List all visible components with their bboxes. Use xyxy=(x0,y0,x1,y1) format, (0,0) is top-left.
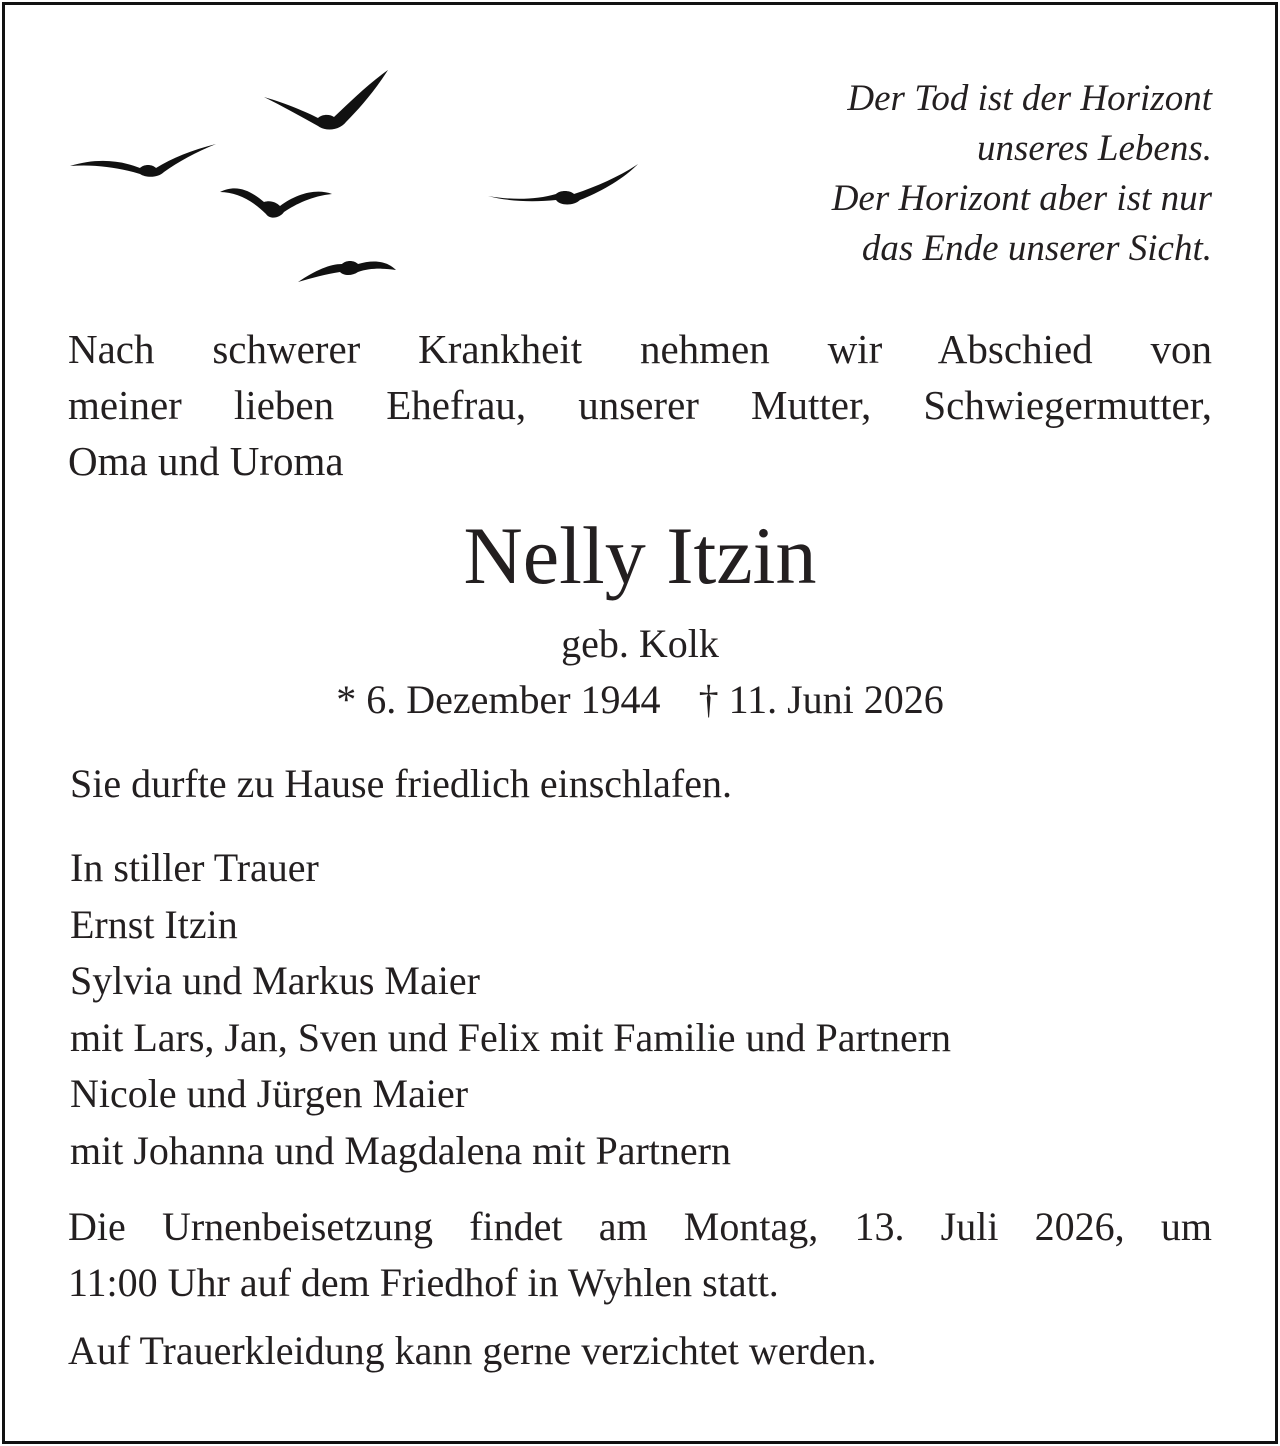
farewell-intro xyxy=(68,321,1212,489)
bird-icon xyxy=(264,70,388,129)
intro-line: Nach schwerer Krankheit nehmen wir Abschied von xyxy=(68,326,1212,372)
flying-birds-illustration xyxy=(60,60,660,300)
mourner-entry: Ernst Itzin xyxy=(70,901,238,947)
mourners-heading: In stiller Trauer xyxy=(70,845,319,890)
bird-icon xyxy=(220,188,332,217)
mourner-entry: mit Lars, Jan, Sven und Felix mit Familie und Partnern xyxy=(70,1014,952,1060)
intro-line: Oma und Uroma xyxy=(68,438,344,484)
epitaph-quote xyxy=(612,74,1212,274)
intro-line: meiner lieben Ehefrau, unserer Mutter, Schwiegermutter, xyxy=(68,382,1212,428)
passing-note: Sie durfte zu Hause friedlich einschlafen. xyxy=(70,761,732,806)
burial-line: Die Urnenbeisetzung findet am Montag, 13. Juli 2026, um xyxy=(68,1204,1212,1249)
quote-line: Der Tod ist der Horizont xyxy=(847,78,1212,119)
mourners-list xyxy=(70,840,951,1179)
quote-line: Der Horizont aber ist nur xyxy=(831,178,1212,219)
mourner-entry: Nicole und Jürgen Maier xyxy=(70,1071,469,1116)
clothing-note: Auf Trauerkleidung kann gerne verzichtet werden. xyxy=(68,1328,877,1373)
mourner-entry: mit Johanna und Magdalena mit Partnern xyxy=(70,1127,731,1173)
maiden-name: geb. Kolk xyxy=(561,621,719,666)
birth-date: * 6. Dezember 1944 xyxy=(336,677,661,722)
burial-info xyxy=(68,1199,1212,1311)
burial-line: 11:00 Uhr auf dem Friedhof in Wyhlen statt. xyxy=(68,1260,779,1305)
quote-line: das Ende unserer Sicht. xyxy=(861,228,1212,269)
life-dates xyxy=(0,674,1280,726)
death-date: † 11. Juni 2026 xyxy=(698,677,944,722)
bird-icon xyxy=(70,144,216,177)
quote-line: unseres Lebens. xyxy=(977,128,1212,169)
deceased-name: Nelly Itzin xyxy=(463,510,817,601)
mourner-entry: Sylvia und Markus Maier xyxy=(70,958,480,1003)
bird-icon xyxy=(298,261,396,282)
